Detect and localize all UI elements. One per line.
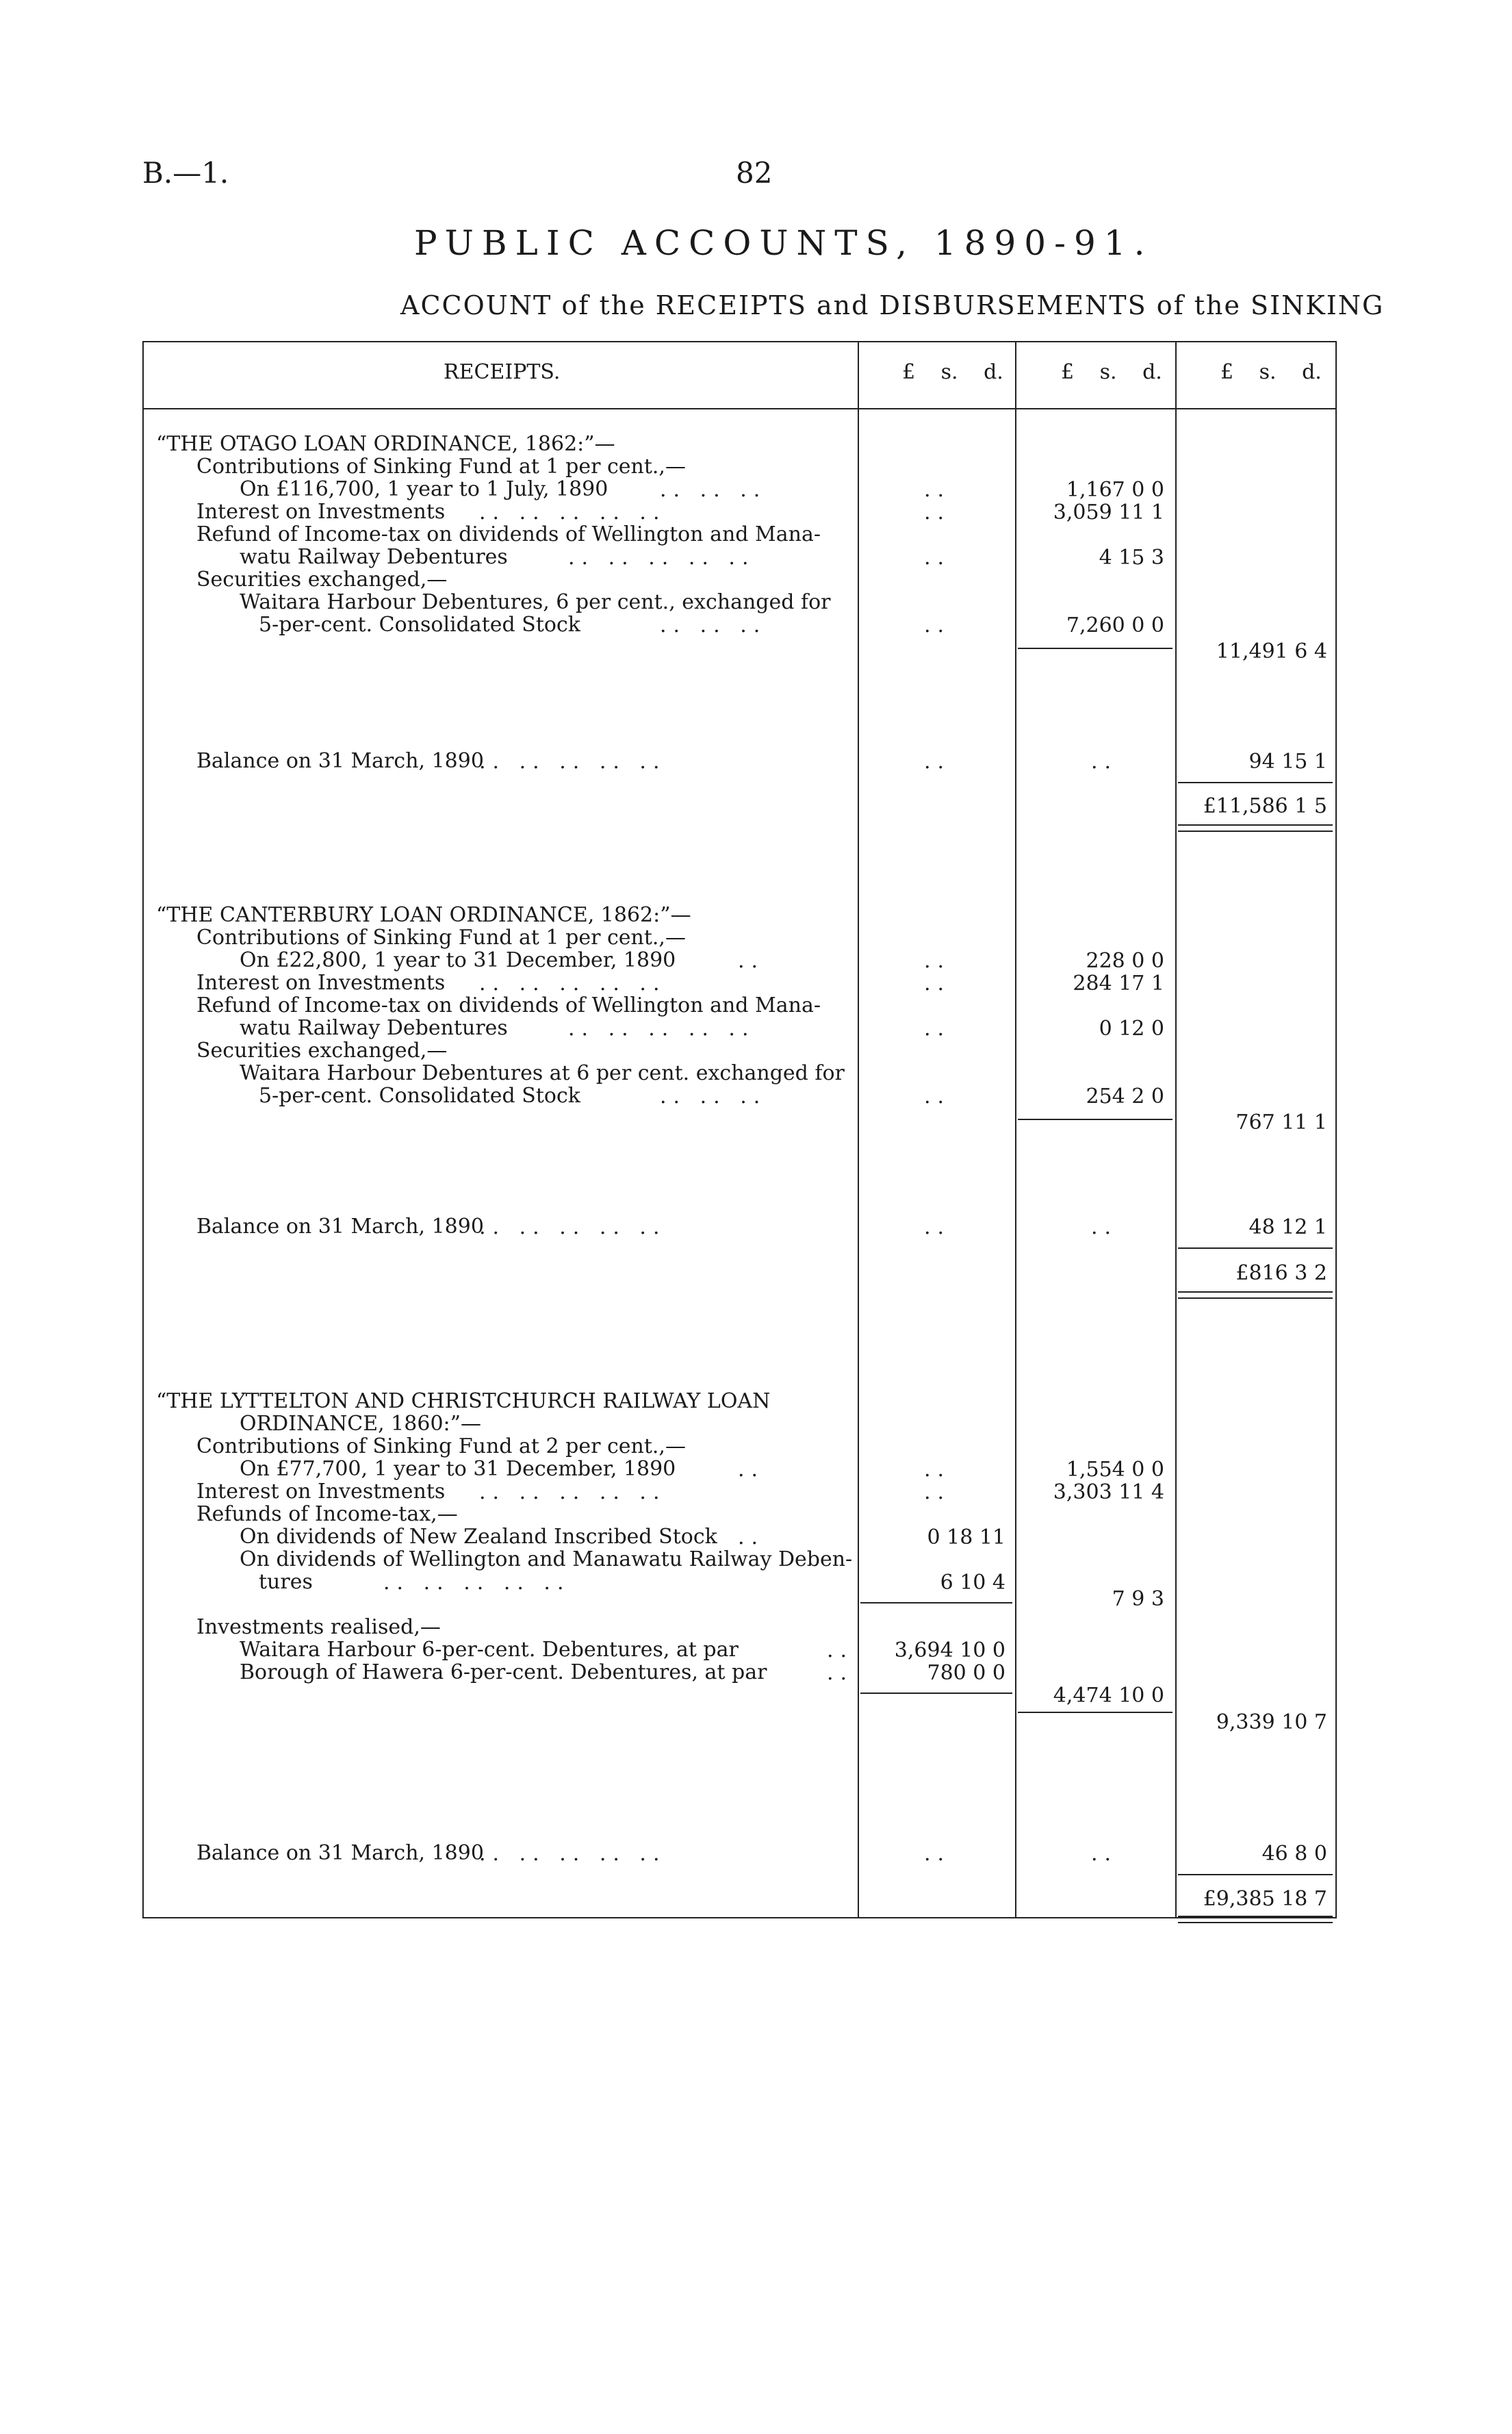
leader-dots: .. — [924, 949, 951, 973]
leader-dots: .. — [924, 750, 951, 774]
line-label: Refund of Income-tax on dividends of Wellington and Mana- — [196, 522, 821, 546]
line-label: tures — [259, 1570, 313, 1594]
section-title: “THE LYTTELTON AND CHRISTCHURCH RAILWAY LOAN — [156, 1389, 771, 1413]
subtotal-rule — [1018, 1119, 1173, 1120]
amount: 3,694 10 0 — [894, 1638, 1005, 1662]
subtotal-rule — [1018, 1712, 1173, 1713]
balance-amount: 48 12 1 — [1248, 1215, 1327, 1239]
amount: 3,303 11 4 — [1053, 1480, 1164, 1504]
leader-dots: .. — [738, 1525, 765, 1549]
leader-dots: .. — [924, 1085, 951, 1108]
line-label: Waitara Harbour Debentures, 6 per cent., exchanged for — [240, 590, 831, 614]
leader-dots: .. — [924, 546, 951, 570]
line-label: Contributions of Sinking Fund at 1 per cent.,— — [196, 926, 686, 950]
amount: 7 9 3 — [1112, 1587, 1164, 1611]
leader-dots: .. — [924, 613, 951, 637]
line-label: Investments realised,— — [196, 1615, 441, 1639]
amount: 254 2 0 — [1086, 1085, 1164, 1108]
amount: 228 0 0 — [1086, 949, 1164, 973]
col2-header: £ s. d. — [1061, 360, 1162, 384]
receipts-column-header: RECEIPTS. — [444, 360, 561, 384]
subtotal: 11,491 6 4 — [1216, 639, 1327, 663]
subtotal-rule — [860, 1602, 1012, 1603]
line-label: Contributions of Sinking Fund at 2 per cent.,— — [196, 1434, 686, 1458]
leader-dots: .. .. .. .. .. — [479, 972, 667, 996]
page-subtitle: ACCOUNT of the RECEIPTS and DISBURSEMENTS of the SINKING — [400, 290, 1385, 320]
leader-dots: .. — [1091, 750, 1118, 774]
amount: 0 18 11 — [927, 1525, 1005, 1549]
line-label: Interest on Investments — [196, 971, 446, 995]
line-label: On £22,800, 1 year to 31 December, 1890 — [240, 948, 676, 972]
line-label: Contributions of Sinking Fund at 1 per cent.,— — [196, 455, 686, 479]
leader-dots: .. .. .. .. .. — [383, 1571, 571, 1595]
col1-header: £ s. d. — [902, 360, 1003, 384]
line-label: On dividends of Wellington and Manawatu Railway Deben- — [240, 1547, 853, 1571]
section-total: £816 3 2 — [1235, 1261, 1327, 1285]
amount: 1,167 0 0 — [1066, 478, 1164, 502]
amount: 7,260 0 0 — [1066, 613, 1164, 637]
document-code: B.—1. — [142, 156, 229, 190]
leader-dots: .. — [924, 1458, 951, 1482]
line-label: On £77,700, 1 year to 31 December, 1890 — [240, 1457, 676, 1481]
line-label: Refunds of Income-tax,— — [196, 1502, 458, 1526]
leader-dots: .. .. .. — [660, 478, 767, 502]
line-label: Refund of Income-tax on dividends of Wellington and Mana- — [196, 993, 821, 1017]
leader-dots: .. — [1091, 1842, 1118, 1866]
leader-dots: .. .. .. .. .. — [568, 1017, 756, 1041]
leader-dots: .. — [924, 972, 951, 996]
amount: 6 10 4 — [940, 1571, 1005, 1595]
leader-dots: .. .. .. — [660, 613, 767, 637]
line-label: On £116,700, 1 year to 1 July, 1890 — [240, 477, 608, 501]
subtotal: 767 11 1 — [1235, 1111, 1327, 1134]
amount: 780 0 0 — [927, 1661, 1005, 1685]
leader-dots: .. .. .. .. .. — [479, 1842, 667, 1866]
line-label: watu Railway Debentures — [240, 545, 508, 569]
amount: 284 17 1 — [1073, 972, 1164, 996]
leader-dots: .. — [924, 1842, 951, 1866]
leader-dots: .. .. .. — [660, 1085, 767, 1108]
line-label: Securities exchanged,— — [196, 568, 448, 592]
leader-dots: .. — [924, 1017, 951, 1041]
double-rule — [1178, 1916, 1333, 1923]
leader-dots: .. — [924, 478, 951, 502]
line-label: On dividends of New Zealand Inscribed Stock — [240, 1525, 717, 1549]
page-number: 82 — [736, 156, 773, 190]
total-rule — [1178, 1874, 1333, 1875]
leader-dots: .. — [1091, 1215, 1118, 1239]
leader-dots: .. .. .. .. .. — [479, 500, 667, 524]
line-label: watu Railway Debentures — [240, 1016, 508, 1040]
balance-label: Balance on 31 March, 1890 — [196, 749, 484, 773]
balance-label: Balance on 31 March, 1890 — [196, 1841, 484, 1865]
section-total: £9,385 18 7 — [1203, 1887, 1327, 1911]
leader-dots: .. — [738, 949, 765, 973]
balance-amount: 94 15 1 — [1248, 750, 1327, 774]
col3-header: £ s. d. — [1220, 360, 1322, 384]
line-label: Interest on Investments — [196, 1480, 446, 1504]
page-title: PUBLIC ACCOUNTS, 1890-91. — [414, 223, 1153, 263]
leader-dots: .. .. .. .. .. — [479, 1215, 667, 1239]
total-rule — [1178, 782, 1333, 783]
line-label: Waitara Harbour Debentures at 6 per cent. exchanged for — [240, 1061, 845, 1085]
balance-amount: 46 8 0 — [1261, 1842, 1327, 1866]
section-title: “THE CANTERBURY LOAN ORDINANCE, 1862:”— — [156, 903, 691, 927]
leader-dots: .. — [924, 1480, 951, 1504]
leader-dots: .. — [924, 500, 951, 524]
double-rule — [1178, 824, 1333, 832]
leader-dots: .. — [924, 1215, 951, 1239]
leader-dots: .. .. .. .. .. — [479, 750, 667, 774]
leader-dots: .. — [827, 1661, 854, 1685]
amount: 0 12 0 — [1099, 1017, 1164, 1041]
leader-dots: .. — [738, 1458, 765, 1482]
section-title: “THE OTAGO LOAN ORDINANCE, 1862:”— — [156, 432, 615, 456]
section-total: £11,586 1 5 — [1203, 794, 1327, 818]
subtotal-rule — [1018, 648, 1173, 649]
leader-dots: .. — [827, 1638, 854, 1662]
subtotal-rule — [860, 1693, 1012, 1694]
double-rule — [1178, 1291, 1333, 1299]
leader-dots: .. .. .. .. .. — [568, 546, 756, 570]
line-label: Waitara Harbour 6-per-cent. Debentures, at par — [240, 1638, 739, 1662]
amount: 1,554 0 0 — [1066, 1458, 1164, 1482]
subtotal: 9,339 10 7 — [1216, 1710, 1327, 1734]
amount: 3,059 11 1 — [1053, 500, 1164, 524]
amount: 4 15 3 — [1099, 546, 1164, 570]
balance-label: Balance on 31 March, 1890 — [196, 1215, 484, 1239]
leader-dots: .. .. .. .. .. — [479, 1480, 667, 1504]
amount: 4,474 10 0 — [1053, 1684, 1164, 1708]
line-label: Borough of Hawera 6-per-cent. Debentures, at par — [240, 1660, 767, 1684]
line-label: Securities exchanged,— — [196, 1039, 448, 1063]
line-label: Interest on Investments — [196, 500, 446, 524]
total-rule — [1178, 1247, 1333, 1249]
line-label: 5-per-cent. Consolidated Stock — [259, 613, 580, 637]
section-title-cont: ORDINANCE, 1860:”— — [240, 1412, 481, 1436]
line-label: 5-per-cent. Consolidated Stock — [259, 1084, 580, 1108]
